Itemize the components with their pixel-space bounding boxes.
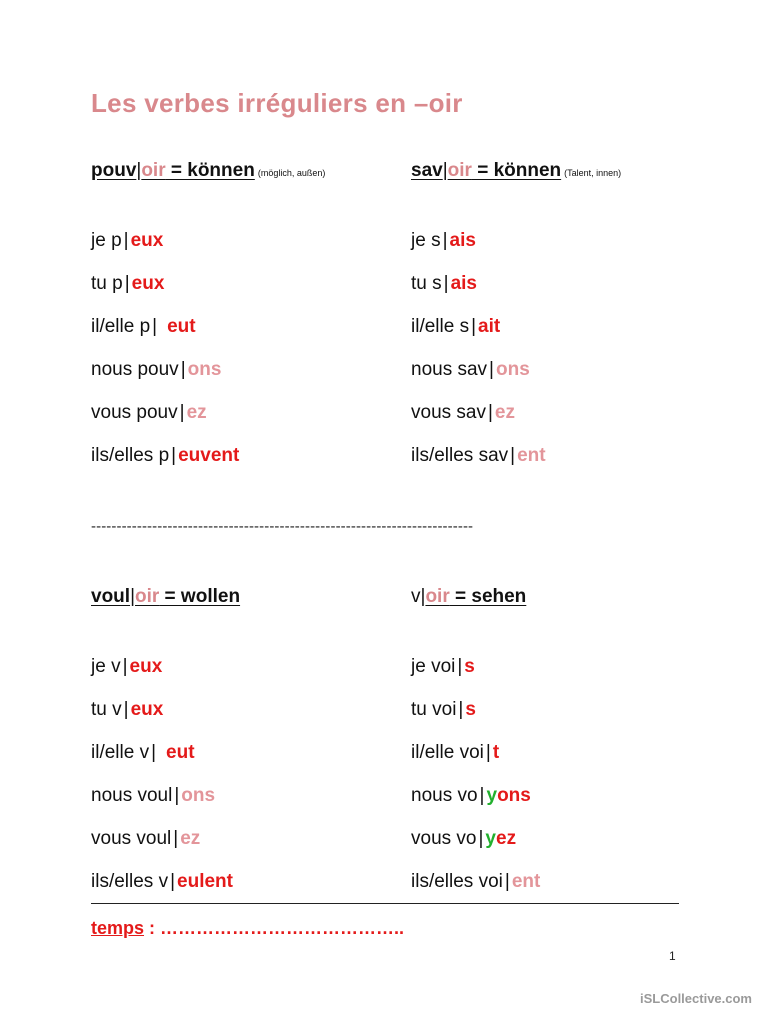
conjugation-ending: eux (130, 699, 164, 720)
document-title: Les verbes irréguliers en –oir (91, 88, 463, 118)
conjugation-stem: vous vo (411, 828, 477, 849)
conjugation-separator: | (173, 828, 179, 849)
conjugation-separator: | (174, 785, 180, 806)
conjugation-row (411, 742, 499, 764)
conjugation-separator: | (487, 402, 493, 423)
verb-separator: | (130, 586, 135, 607)
verb-ending: oir (141, 160, 166, 181)
conjugation-stem: je p (91, 230, 122, 251)
verb-stem: sav (411, 160, 443, 181)
conjugation-row (91, 699, 163, 721)
conjugation-stem: nous voul (91, 785, 173, 806)
conjugation-row (91, 871, 233, 893)
conjugation-separator: | (504, 871, 510, 892)
verb-stem: pouv (91, 160, 137, 181)
conjugation-row (91, 316, 196, 338)
conjugation-row (411, 699, 476, 721)
conjugation-ending: ons (497, 785, 531, 806)
conjugation-separator: | (458, 699, 464, 720)
conjugation-stem: il/elle s (411, 316, 470, 337)
conjugation-row (411, 402, 515, 424)
conjugation-separator: | (510, 445, 516, 466)
conjugation-prefix: y (486, 785, 498, 806)
conjugation-row (411, 316, 500, 338)
conjugation-separator: | (124, 273, 130, 294)
conjugation-stem: nous vo (411, 785, 478, 806)
temps-label: temps (91, 918, 145, 938)
conjugation-stem: nous sav (411, 359, 488, 380)
page-number: 1 (669, 949, 676, 963)
conjugation-separator: | (151, 742, 157, 763)
verb-translation: = wollen (159, 586, 241, 607)
conjugation-separator: | (471, 316, 477, 337)
horizontal-rule (91, 903, 679, 904)
conjugation-stem: ils/elles v (91, 871, 169, 892)
conjugation-separator: | (485, 742, 491, 763)
verb-heading (411, 160, 731, 184)
conjugation-ending: eux (130, 230, 164, 251)
conjugation-separator: | (179, 402, 185, 423)
conjugation-row (411, 871, 540, 893)
conjugation-stem: je s (411, 230, 441, 251)
conjugation-separator: | (489, 359, 494, 380)
conjugation-stem: tu s (411, 273, 442, 294)
verb-infinitive (91, 160, 255, 181)
temps-separator: : (144, 918, 161, 938)
conjugation-separator: | (122, 656, 128, 677)
verb-column-left (91, 586, 411, 892)
conjugation-separator: | (443, 273, 449, 294)
conjugation-ending: eux (131, 273, 165, 294)
conjugation-row (411, 785, 531, 807)
conjugation-ending: ez (494, 402, 515, 423)
conjugation-stem: tu voi (411, 699, 457, 720)
conjugation-ending: ez (186, 402, 207, 423)
conjugation-ending: eut (166, 742, 195, 763)
verb-heading (91, 160, 411, 184)
temps-dots: ………………………………….. (160, 918, 405, 938)
watermark: iSLCollective.com (640, 991, 752, 1006)
conjugation-stem: il/elle p (91, 316, 151, 337)
conjugation-row (91, 402, 207, 424)
conjugation-stem: je v (91, 656, 121, 677)
conjugation-row (91, 828, 200, 850)
verb-ending: oir (135, 586, 160, 607)
verb-note: (Talent, innen) (564, 168, 622, 178)
conjugation-row (91, 359, 221, 381)
conjugation-ending: ais (450, 273, 477, 294)
conjugation-ending: eulent (177, 871, 233, 892)
conjugation-ending: ent (511, 871, 541, 892)
verb-note: (möglich, außen) (257, 168, 326, 178)
temps-line (91, 918, 404, 939)
verb-heading (411, 586, 731, 610)
conjugation-separator: | (152, 316, 158, 337)
conjugation-separator: | (457, 656, 463, 677)
section-divider: --------------------------------------------------------------------------- (91, 518, 474, 535)
verb-separator: | (420, 586, 426, 607)
verb-infinitive (91, 586, 240, 607)
verb-column-right (411, 586, 731, 892)
conjugation-separator: | (123, 230, 129, 251)
conjugation-ending: ent (517, 445, 546, 466)
conjugation-ending: ais (449, 230, 476, 251)
conjugation-stem: vous pouv (91, 402, 178, 423)
verb-translation: = können (471, 160, 562, 181)
conjugation-separator: | (170, 871, 176, 892)
verb-heading (91, 586, 411, 610)
conjugation-separator: | (478, 828, 484, 849)
conjugation-row (91, 273, 164, 295)
conjugation-stem: tu v (91, 699, 122, 720)
verb-separator: | (442, 160, 448, 181)
conjugation-stem: ils/elles voi (411, 871, 503, 892)
conjugation-row (411, 656, 475, 678)
conjugation-row (411, 273, 477, 295)
conjugation-stem: nous pouv (91, 359, 179, 380)
conjugation-stem: ils/elles sav (411, 445, 509, 466)
verb-column-left (91, 160, 411, 466)
conjugation-row (411, 230, 476, 252)
verb-separator: | (136, 160, 142, 181)
conjugation-ending: ons (495, 359, 530, 380)
conjugation-separator: | (171, 445, 177, 466)
verb-stem: v (411, 586, 421, 607)
conjugation-stem: il/elle voi (411, 742, 484, 763)
verb-column-right (411, 160, 731, 466)
conjugation-ending: ez (180, 828, 201, 849)
conjugation-stem: vous voul (91, 828, 172, 849)
conjugation-row (91, 445, 239, 467)
conjugation-row (91, 742, 195, 764)
conjugation-ending: eux (129, 656, 163, 677)
conjugation-stem: il/elle v (91, 742, 150, 763)
conjugation-separator: | (442, 230, 448, 251)
verb-infinitive (421, 586, 527, 607)
conjugation-stem: ils/elles p (91, 445, 170, 466)
conjugation-row (91, 785, 215, 807)
conjugation-row (411, 445, 546, 467)
verb-stem: voul (91, 586, 131, 607)
conjugation-separator: | (479, 785, 485, 806)
conjugation-stem: tu p (91, 273, 123, 294)
verb-ending: oir (425, 586, 450, 607)
conjugation-ending: ons (187, 359, 222, 380)
conjugation-prefix: y (485, 828, 496, 849)
conjugation-row (91, 230, 163, 252)
conjugation-ending: s (465, 699, 476, 720)
conjugation-stem: vous sav (411, 402, 486, 423)
conjugation-separator: | (180, 359, 186, 380)
conjugation-separator: | (123, 699, 129, 720)
conjugation-ending: euvent (178, 445, 240, 466)
conjugation-ending: ez (496, 828, 517, 849)
verb-ending: oir (447, 160, 472, 181)
conjugation-row (411, 828, 516, 850)
conjugation-row (91, 656, 162, 678)
verb-translation: = können (165, 160, 255, 181)
conjugation-row (411, 359, 530, 381)
verb-infinitive (411, 160, 561, 181)
verb-translation: = sehen (449, 586, 527, 607)
conjugation-ending: ons (181, 785, 216, 806)
conjugation-ending: eut (167, 316, 196, 337)
conjugation-stem: je voi (411, 656, 456, 677)
conjugation-ending: t (492, 742, 500, 763)
conjugation-ending: s (464, 656, 475, 677)
conjugation-ending: ait (478, 316, 501, 337)
